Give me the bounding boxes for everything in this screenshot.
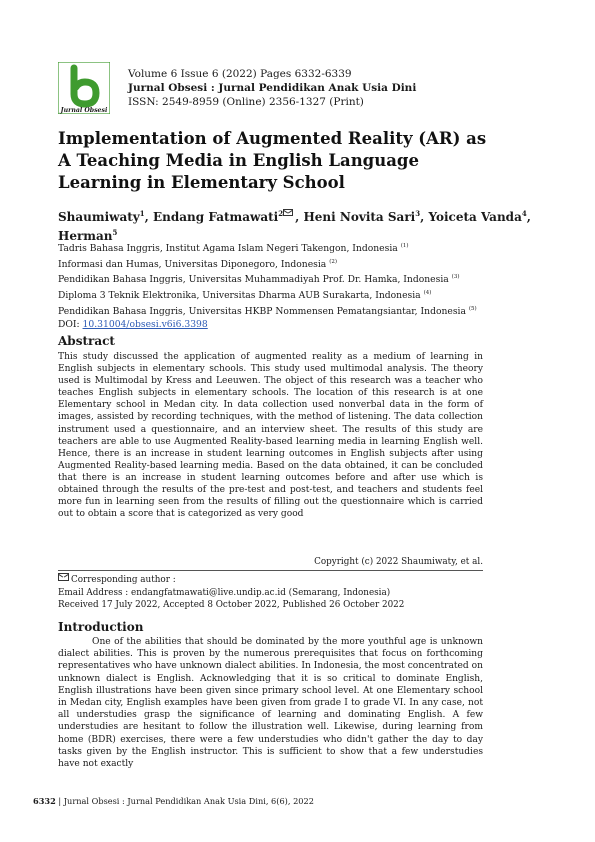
page-number: 6332 bbox=[33, 796, 56, 806]
journal-info bbox=[128, 67, 416, 109]
affiliation-item: Informasi dan Humas, Universitas Diponegoro, Indonesia $^{(2)}$ bbox=[58, 258, 337, 270]
volume-line: Volume 6 Issue 6 (2022) Pages 6332-6339 bbox=[128, 68, 352, 80]
page-footer: 6332 | Jurnal Obsesi : Jurnal Pendidikan Anak Usia Dini, 6(6), 2022 bbox=[33, 796, 314, 806]
author-name: Heni Novita Sari bbox=[303, 210, 416, 224]
dates-line: Received 17 July 2022, Accepted 8 October 2022, Published 26 October 2022 bbox=[58, 600, 405, 611]
author-mark: 4 bbox=[521, 209, 527, 218]
envelope-icon bbox=[283, 209, 293, 216]
journal-name: Jurnal Obsesi : Jurnal Pendidikan Anak Usia Dini bbox=[128, 82, 417, 94]
divider bbox=[58, 570, 483, 571]
abstract-heading: Abstract bbox=[58, 334, 115, 348]
author-mark: 2 bbox=[278, 209, 284, 218]
doi-link[interactable]: 10.31004/obsesi.v6i6.3398 bbox=[82, 319, 208, 331]
journal-logo bbox=[58, 62, 110, 114]
author-name: Yoiceta Vanda bbox=[428, 210, 522, 224]
envelope-icon bbox=[58, 573, 69, 581]
doi-line: DOI: 10.31004/obsesi.v6i6.3398 bbox=[58, 319, 208, 331]
affiliation-list bbox=[58, 240, 538, 332]
correspondence-block bbox=[58, 573, 488, 612]
affiliation-item: Pendidikan Bahasa Inggris, Universitas Muhammadiyah Prof. Dr. Hamka, Indonesia $^{(3)}$ bbox=[58, 274, 460, 286]
author-list: Shaumiwaty$^1$, Endang Fatmawati$^2$ , Heni Novita Sari$^3$, Yoiceta Vanda$^4$, Herman$^5$ bbox=[58, 209, 531, 243]
abstract-text: This study discussed the application of augmented reality as a medium of learning in English subjects in elementary schools. This study used multimodal analysis. The theory used is Multimodal by Kress and Leeuwen. The object of this research was a teacher who teaches English subjects in elementary schools. The location of this research is at one Elementary school in Medan city. In data collection used nonverbal data in the form of images, assisted by recording techniques, with the method of listening. The data collection instrument used a questionnaire, and an interview sheet. The results of this study are teachers are able to use Augmented Reality-based learning media in learning English well. Hence, there is an increase in student learning outcomes in English subjects after using Augmented Reality-based learning media. Based on the data obtained, it can be concluded that there is an increase in student learning outcomes before and after use which is obtained through the results of the pre-test and post-test, and teachers and students feel more fun in learning seen from the results of filling out the questionnaire which is carried out to obtain a score that is categorized as very good bbox=[58, 352, 483, 520]
affiliation-item: Pendidikan Bahasa Inggris, Universitas HKBP Nommensen Pematangsiantar, Indonesia $^{(5)}$ bbox=[58, 305, 477, 317]
author-name: Shaumiwaty bbox=[58, 210, 140, 224]
author-name: Endang Fatmawati bbox=[153, 210, 279, 224]
introduction-text: One of the abilities that should be dominated by the more youthful age is unknown dialect abilities. This is proven by the numerous prerequisites that focus on forthcoming representatives who have unknown dialect abilities. In Indonesia, the most concentrated on unknown dialect is English. Acknowledging that it is so critical to dominate English, English illustrations have been given since primary school level. At one Elementary school in Medan city, English examples have been given from grade I to grade VI. In any case, not all understudies grasp the significance of learning and dominating English. A few understudies are hesitant to follow the illustration well. Likewise, during learning from home (BDR) exercises, there were a few understudies who didn't gather the day to day tasks given by the English instructor. This is sufficient to show that a few understudies have not exactly bbox=[58, 637, 483, 770]
affiliation-item: Diploma 3 Teknik Elektronika, Universitas Dharma AUB Surakarta, Indonesia $^{(4)}$ bbox=[58, 289, 432, 302]
footer-text: Jurnal Obsesi : Jurnal Pendidikan Anak Usia Dini, 6(6), 2022 bbox=[63, 796, 314, 806]
corresponding-label: Corresponding author : bbox=[71, 575, 176, 585]
logo-text: Jurnal Obsesi bbox=[60, 107, 108, 114]
paper-title: Implementation of Augmented Reality (AR) as A Teaching Media in English Language Learning in Elementary School bbox=[58, 129, 487, 192]
affiliation-item: Tadris Bahasa Inggris, Institut Agama Islam Negeri Takengon, Indonesia $^{(1)}$ bbox=[58, 243, 409, 255]
author-mark: 5 bbox=[112, 228, 118, 237]
introduction-heading: Introduction bbox=[58, 620, 144, 634]
author-mark: 3 bbox=[415, 209, 421, 218]
copyright-notice: Copyright (c) 2022 Shaumiwaty, et al. bbox=[314, 557, 483, 567]
author-mark: 1 bbox=[139, 209, 145, 218]
email-line: Email Address : endangfatmawati@live.undip.ac.id (Semarang, Indonesia) bbox=[58, 587, 391, 598]
author-name: Herman bbox=[58, 229, 113, 243]
issn-line: ISSN: 2549-8959 (Online) 2356-1327 (Print) bbox=[128, 96, 364, 108]
